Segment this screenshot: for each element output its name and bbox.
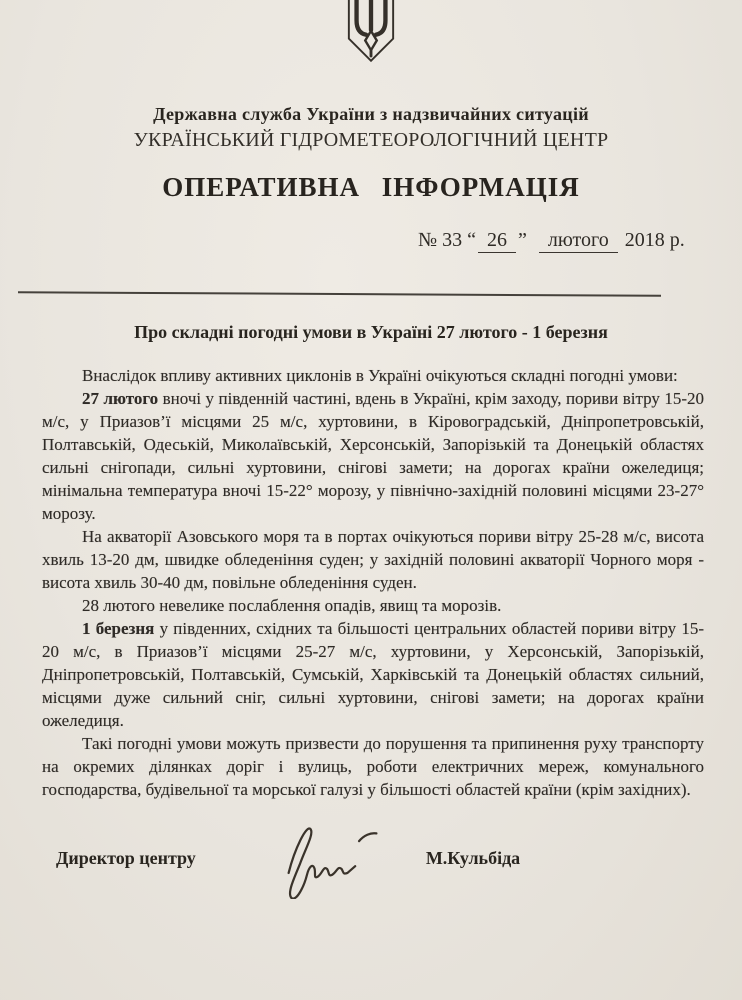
paragraph-feb27: 27 лютого вночі у південній частині, вдень в Україні, крім заходу, пориви вітру 15-20 м/с, у Приазов’ї місцями 25 м/с, хуртовини, в Кіровоградській, Дніпропетровській, Полтавській, Одеській, Миколаївській, Херсонській, Запорізькій та Донецькій областях сильні снігопади, сильні хуртовини, снігові замети; на дорогах країни ожеледиця; мінімальна температура вночі 15-22° морозу, у північно-західній половині місцями 23-27° морозу.: [42, 389, 704, 524]
signature-name: М.Кульбіда: [425, 847, 521, 868]
org-name-line1: Державна служба України з надзвичайних ситуацій: [153, 104, 589, 124]
signature-block: [56, 817, 742, 899]
org-name-line2: УКРАЇНСЬКИЙ ГІДРОМЕТЕОРОЛОГІЧНИЙ ЦЕНТР: [133, 129, 609, 152]
quote-close: ”: [517, 229, 527, 252]
signature-role: Директор центру: [56, 847, 196, 868]
day-value: 26: [478, 229, 516, 253]
paragraph-sea: На акваторії Азовського моря та в портах очікуються пориви вітру 25-28 м/с, висота хвиль 13-20 дм, швидке обледеніння суден; у західній половині акваторії Чорного моря - висота хвиль 30-40 дм, повільне обледеніння суден.: [42, 527, 704, 593]
divider-rule: [18, 292, 661, 298]
paragraph-intro: Внаслідок впливу активних циклонів в Україні очікуються складні погодні умови:: [82, 366, 678, 386]
doc-type-heading: ОПЕРАТИВНА ІНФОРМАЦІЯ: [162, 172, 580, 203]
emblem-container: [0, 0, 742, 63]
document-body: [42, 364, 704, 801]
number-prefix: № 33 “: [418, 229, 476, 252]
month-value: лютого: [539, 229, 618, 253]
handwritten-signature: [274, 817, 392, 899]
document-title: Про складні погодні умови в Україні 27 лютого - 1 березня: [134, 322, 608, 343]
number-date-line: [0, 229, 742, 253]
paragraph-feb28: 28 лютого невелике послаблення опадів, явищ та морозів.: [82, 596, 502, 616]
paragraph-mar1: 1 березня у південних, східних та більшості центральних областей пориви вітру 15-20 м/с, в Приазов’ї місцями 25-27 м/с, хуртовини, у Херсонській, Запорізькій, Дніпропетровській, Полтавській, Сумській, Харківській та Донецькій областях сильний, місцями дуже сильний сніг, сильні хуртовини, снігові замети; на дорогах країни ожеледиця.: [42, 619, 704, 731]
letterhead: [0, 103, 742, 205]
year-value: 2018 р.: [624, 229, 685, 252]
paragraph-consequences: Такі погодні умови можуть призвести до порушення та припинення руху транспорту на окремих ділянках доріг і вулиць, роботи електричних мереж, комунального господарства, будівельної та морської галузі у більшості областей країни (крім західних).: [42, 734, 704, 800]
ukraine-trident-emblem: [345, 0, 397, 63]
